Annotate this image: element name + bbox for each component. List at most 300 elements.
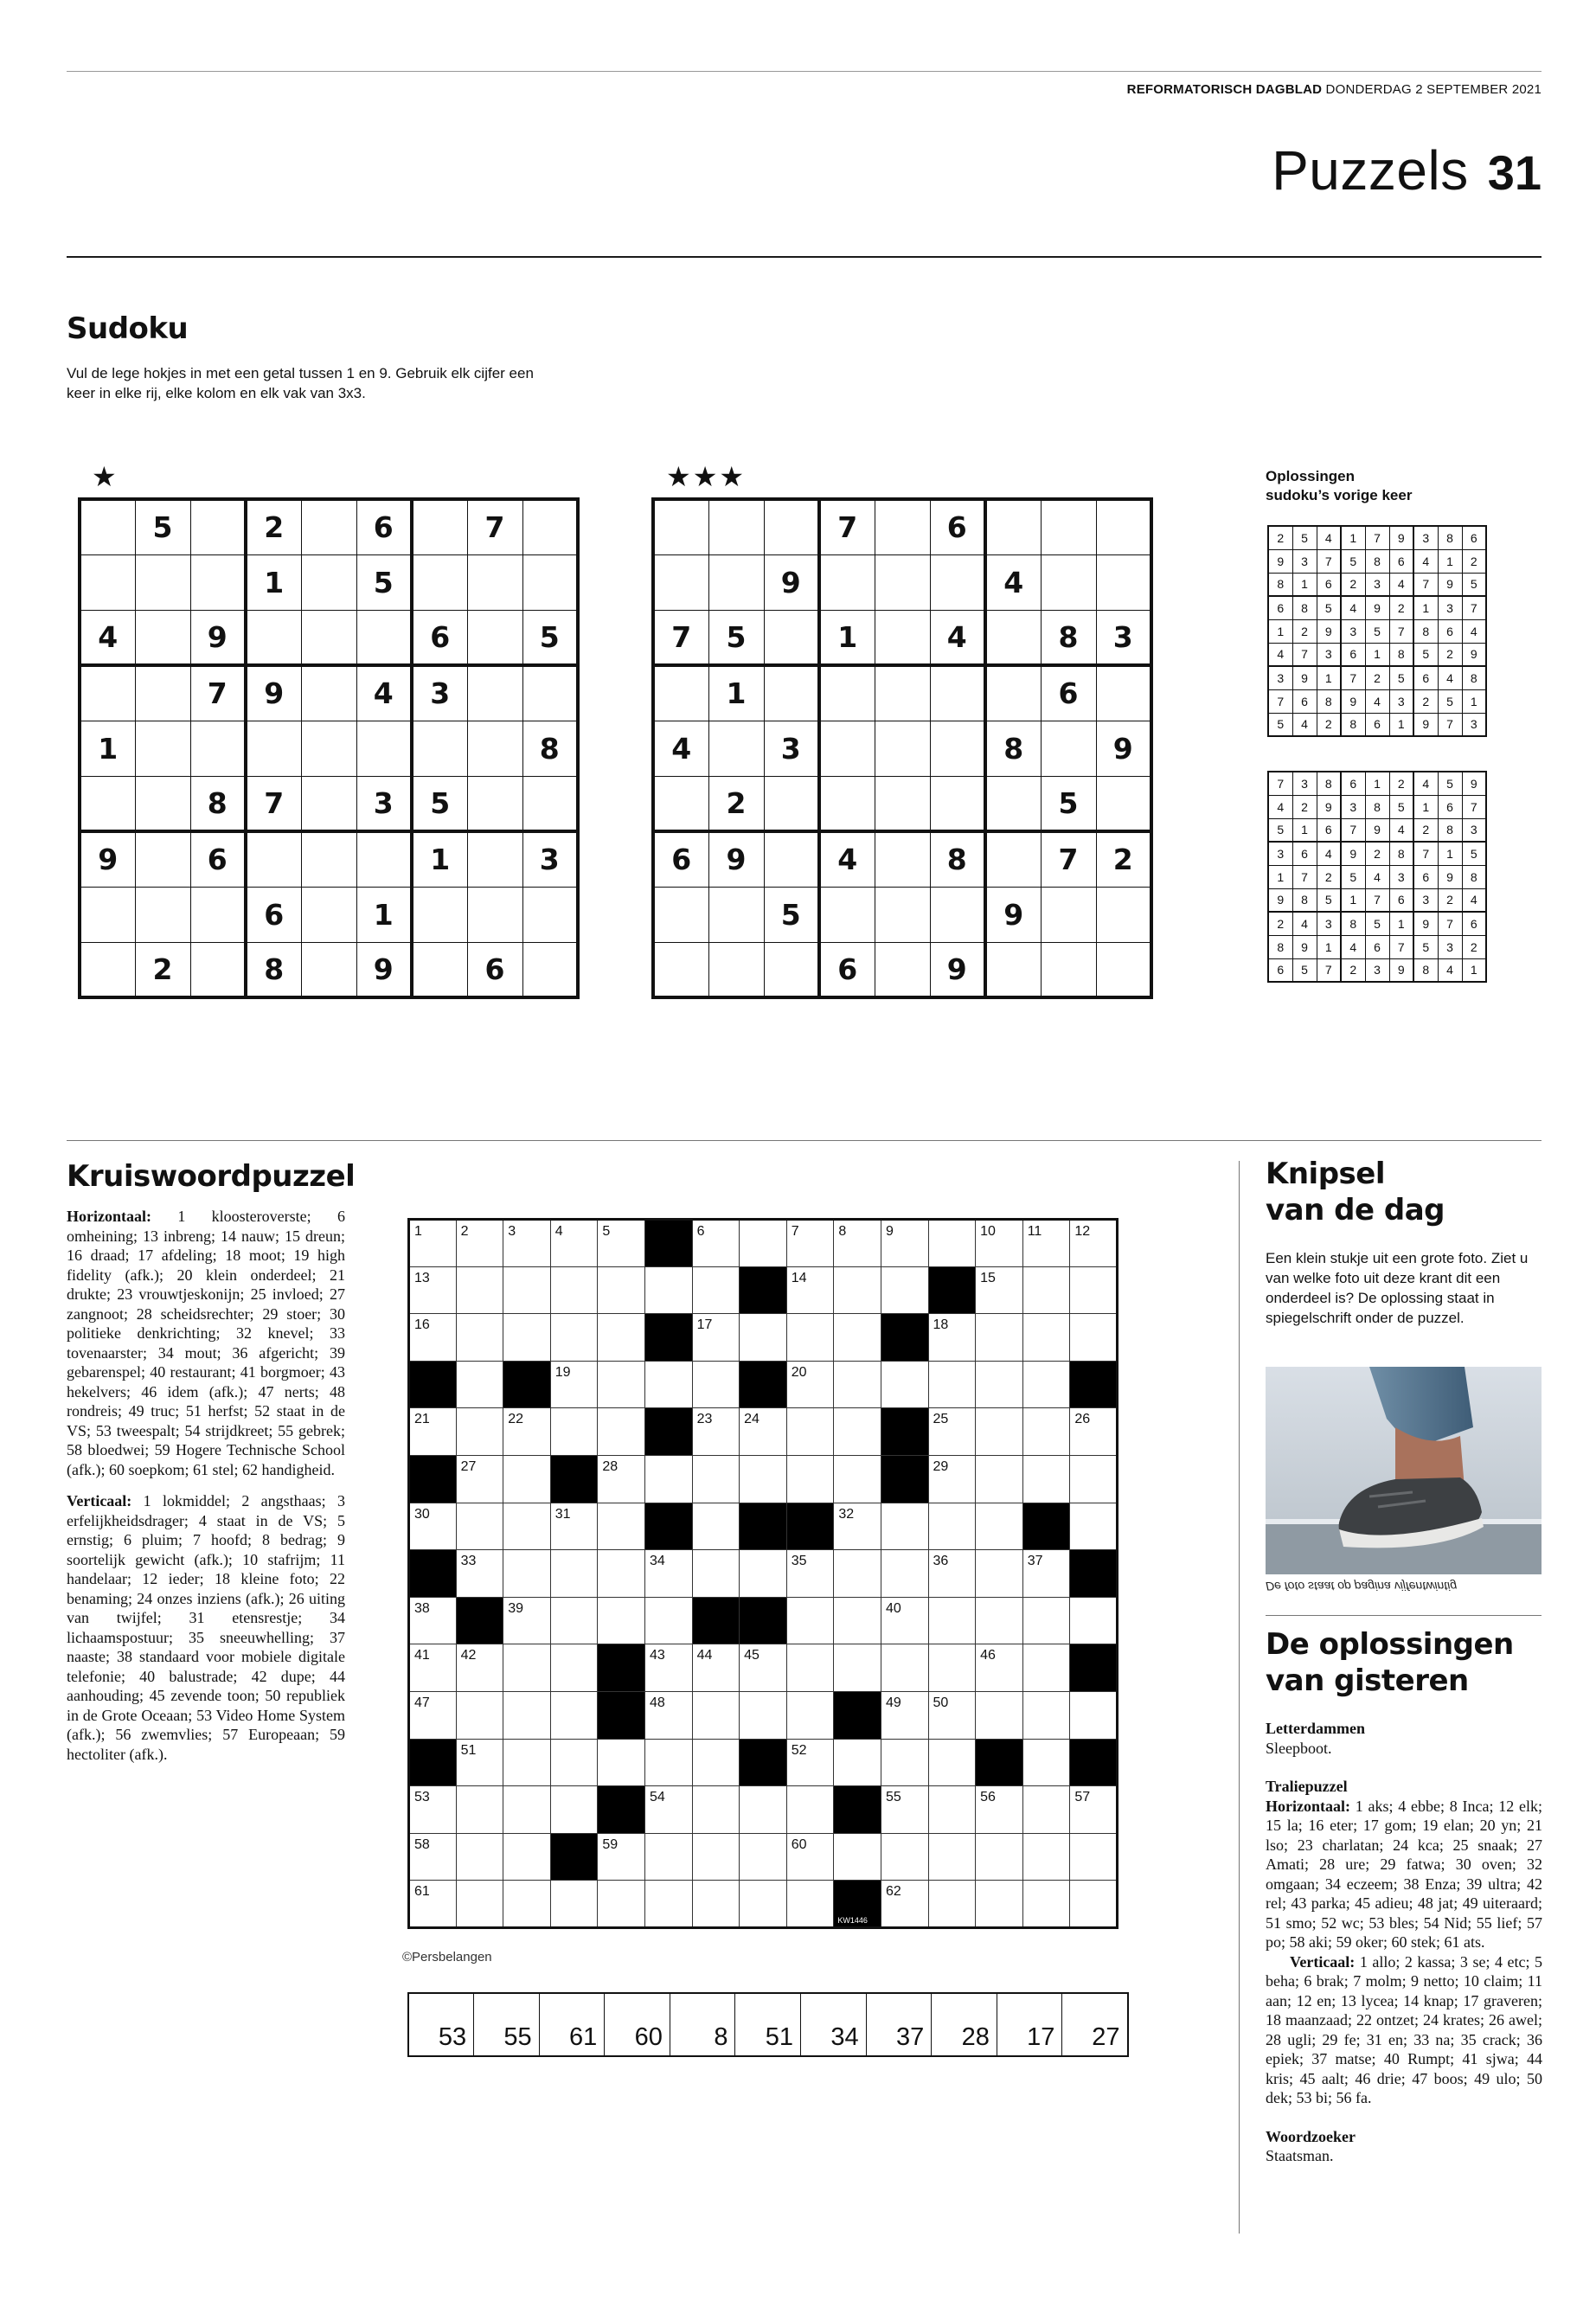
crossword-cell[interactable] [976, 1361, 1023, 1408]
crossword-cell[interactable] [692, 1361, 740, 1408]
crossword-cell[interactable] [786, 1314, 834, 1362]
sudoku-cell[interactable] [467, 554, 522, 610]
crossword-cell[interactable] [692, 1314, 740, 1362]
crossword-cell[interactable] [834, 1739, 881, 1786]
crossword-cell[interactable] [692, 1786, 740, 1834]
crossword-cell[interactable] [834, 1644, 881, 1692]
solution-key-row[interactable] [407, 1992, 1129, 2057]
sudoku-cell[interactable] [819, 665, 875, 721]
crossword-cell[interactable] [976, 1550, 1023, 1598]
sudoku-cell[interactable] [412, 887, 467, 942]
crossword-cell[interactable] [786, 1833, 834, 1881]
crossword-cell[interactable] [1022, 1644, 1070, 1692]
crossword-cell[interactable] [503, 1644, 551, 1692]
sudoku-cell[interactable] [930, 887, 985, 942]
sudoku-cell[interactable] [930, 721, 985, 776]
crossword-cell[interactable] [456, 1408, 503, 1456]
crossword-cell[interactable] [409, 1220, 457, 1267]
crossword-cell[interactable] [928, 1597, 976, 1644]
crossword-cell[interactable] [786, 1550, 834, 1598]
crossword-cell[interactable] [786, 1691, 834, 1739]
crossword-cell[interactable] [456, 1739, 503, 1786]
crossword-cell[interactable] [928, 1691, 976, 1739]
sudoku-cell[interactable] [1096, 665, 1151, 721]
crossword-cell[interactable] [456, 1503, 503, 1550]
sudoku-cell[interactable] [653, 887, 708, 942]
crossword-cell[interactable] [928, 1503, 976, 1550]
sudoku-cell[interactable] [135, 831, 190, 887]
sudoku-cell[interactable] [301, 721, 356, 776]
sudoku-cell[interactable] [412, 499, 467, 554]
crossword-cell[interactable] [1070, 1597, 1118, 1644]
crossword-cell[interactable] [644, 1786, 692, 1834]
sudoku-cell[interactable] [301, 554, 356, 610]
crossword-cell[interactable] [1070, 1833, 1118, 1881]
sudoku-cell[interactable] [135, 776, 190, 831]
sudoku-cell[interactable] [930, 776, 985, 831]
crossword-cell[interactable] [644, 1597, 692, 1644]
crossword-cell[interactable] [550, 1739, 598, 1786]
crossword-cell[interactable] [503, 1597, 551, 1644]
sudoku-cell[interactable] [1096, 776, 1151, 831]
crossword-cell[interactable] [598, 1314, 645, 1362]
sudoku-cell[interactable] [80, 499, 135, 554]
crossword-cell[interactable] [692, 1550, 740, 1598]
crossword-cell[interactable] [834, 1833, 881, 1881]
crossword-cell[interactable] [928, 1220, 976, 1267]
crossword-cell[interactable] [456, 1314, 503, 1362]
crossword-cell[interactable] [928, 1833, 976, 1881]
crossword-cell[interactable] [881, 1881, 928, 1928]
sudoku-cell[interactable] [522, 554, 578, 610]
crossword-cell[interactable] [834, 1361, 881, 1408]
crossword-cell[interactable] [1022, 1361, 1070, 1408]
crossword-cell[interactable] [644, 1266, 692, 1314]
sudoku-cell[interactable] [653, 776, 708, 831]
crossword-cell[interactable] [503, 1266, 551, 1314]
sudoku-grid-hard[interactable] [651, 497, 1153, 999]
crossword-cell[interactable] [644, 1881, 692, 1928]
crossword-cell[interactable] [456, 1361, 503, 1408]
crossword-cell[interactable] [881, 1220, 928, 1267]
sudoku-cell[interactable] [467, 610, 522, 665]
crossword-cell[interactable] [644, 1361, 692, 1408]
crossword-cell[interactable] [834, 1314, 881, 1362]
crossword-cell[interactable] [1022, 1455, 1070, 1503]
sudoku-cell[interactable] [1096, 942, 1151, 997]
sudoku-cell[interactable] [412, 721, 467, 776]
crossword-cell[interactable] [409, 1786, 457, 1834]
sudoku-cell[interactable] [764, 610, 819, 665]
crossword-cell[interactable] [976, 1597, 1023, 1644]
crossword-cell[interactable] [1022, 1220, 1070, 1267]
sudoku-cell[interactable] [819, 554, 875, 610]
crossword-cell[interactable] [740, 1644, 787, 1692]
crossword-cell[interactable] [692, 1691, 740, 1739]
sudoku-cell[interactable] [653, 554, 708, 610]
crossword-cell[interactable] [881, 1266, 928, 1314]
crossword-cell[interactable] [409, 1597, 457, 1644]
crossword-cell[interactable] [786, 1644, 834, 1692]
crossword-cell[interactable] [550, 1550, 598, 1598]
solution-key-cell[interactable]: 28 [932, 1993, 997, 2056]
sudoku-cell[interactable] [412, 942, 467, 997]
crossword-cell[interactable] [456, 1833, 503, 1881]
crossword-cell[interactable] [976, 1691, 1023, 1739]
crossword-cell[interactable] [740, 1833, 787, 1881]
sudoku-cell[interactable] [412, 554, 467, 610]
crossword-cell[interactable] [692, 1881, 740, 1928]
crossword-cell[interactable] [692, 1408, 740, 1456]
crossword-cell[interactable] [976, 1644, 1023, 1692]
crossword-cell[interactable] [409, 1408, 457, 1456]
crossword-cell[interactable] [550, 1597, 598, 1644]
crossword-cell[interactable] [550, 1881, 598, 1928]
crossword-cell[interactable] [834, 1220, 881, 1267]
crossword-cell[interactable] [503, 1314, 551, 1362]
sudoku-cell[interactable] [875, 942, 930, 997]
crossword-cell[interactable] [881, 1550, 928, 1598]
crossword-cell[interactable] [692, 1455, 740, 1503]
crossword-cell[interactable] [976, 1833, 1023, 1881]
solution-key-cell[interactable]: 53 [408, 1993, 474, 2056]
sudoku-cell[interactable] [653, 942, 708, 997]
sudoku-cell[interactable] [190, 499, 246, 554]
sudoku-cell[interactable] [522, 665, 578, 721]
crossword-cell[interactable] [692, 1739, 740, 1786]
sudoku-cell[interactable] [135, 610, 190, 665]
sudoku-cell[interactable] [80, 887, 135, 942]
crossword-cell[interactable] [598, 1833, 645, 1881]
crossword-cell[interactable] [598, 1266, 645, 1314]
sudoku-cell[interactable] [875, 887, 930, 942]
crossword-cell[interactable] [456, 1550, 503, 1598]
crossword-cell[interactable] [1022, 1739, 1070, 1786]
sudoku-cell[interactable] [708, 554, 764, 610]
crossword-cell[interactable] [550, 1220, 598, 1267]
crossword-cell[interactable] [503, 1455, 551, 1503]
sudoku-cell[interactable] [819, 887, 875, 942]
crossword-cell[interactable] [1070, 1881, 1118, 1928]
sudoku-cell[interactable] [1096, 554, 1151, 610]
sudoku-cell[interactable] [246, 610, 301, 665]
crossword-cell[interactable] [1070, 1455, 1118, 1503]
sudoku-cell[interactable] [356, 831, 412, 887]
sudoku-cell[interactable] [875, 499, 930, 554]
crossword-cell[interactable] [503, 1691, 551, 1739]
crossword-cell[interactable] [834, 1597, 881, 1644]
sudoku-cell[interactable] [764, 776, 819, 831]
sudoku-cell[interactable] [80, 665, 135, 721]
crossword-cell[interactable] [740, 1881, 787, 1928]
solution-key-cell[interactable]: 8 [670, 1993, 735, 2056]
crossword-cell[interactable] [644, 1550, 692, 1598]
crossword-cell[interactable] [928, 1786, 976, 1834]
crossword-cell[interactable] [740, 1455, 787, 1503]
sudoku-cell[interactable] [190, 887, 246, 942]
sudoku-cell[interactable] [467, 887, 522, 942]
sudoku-cell[interactable] [356, 721, 412, 776]
crossword-cell[interactable] [976, 1314, 1023, 1362]
crossword-cell[interactable] [834, 1503, 881, 1550]
crossword-cell[interactable] [834, 1266, 881, 1314]
sudoku-cell[interactable] [135, 665, 190, 721]
crossword-cell[interactable] [928, 1408, 976, 1456]
crossword-cell[interactable] [740, 1408, 787, 1456]
sudoku-cell[interactable] [653, 665, 708, 721]
sudoku-cell[interactable] [930, 554, 985, 610]
crossword-cell[interactable] [550, 1408, 598, 1456]
sudoku-cell[interactable] [80, 776, 135, 831]
sudoku-cell[interactable] [708, 887, 764, 942]
sudoku-cell[interactable] [875, 665, 930, 721]
crossword-cell[interactable] [786, 1266, 834, 1314]
crossword-cell[interactable] [1022, 1597, 1070, 1644]
crossword-cell[interactable] [928, 1644, 976, 1692]
sudoku-cell[interactable] [708, 499, 764, 554]
crossword-cell[interactable] [740, 1786, 787, 1834]
crossword-cell[interactable] [786, 1881, 834, 1928]
sudoku-cell[interactable] [301, 610, 356, 665]
sudoku-cell[interactable] [356, 610, 412, 665]
crossword-cell[interactable] [550, 1644, 598, 1692]
sudoku-cell[interactable] [301, 887, 356, 942]
crossword-cell[interactable] [456, 1644, 503, 1692]
crossword-cell[interactable] [1022, 1881, 1070, 1928]
sudoku-cell[interactable] [467, 776, 522, 831]
solution-key-cell[interactable]: 60 [605, 1993, 670, 2056]
crossword-cell[interactable] [503, 1503, 551, 1550]
sudoku-cell[interactable] [246, 831, 301, 887]
crossword-cell[interactable] [550, 1691, 598, 1739]
crossword-cell[interactable] [692, 1266, 740, 1314]
crossword-cell[interactable] [409, 1644, 457, 1692]
crossword-cell[interactable] [834, 1550, 881, 1598]
crossword-cell[interactable] [598, 1408, 645, 1456]
crossword-cell[interactable] [409, 1881, 457, 1928]
sudoku-cell[interactable] [764, 665, 819, 721]
sudoku-cell[interactable] [764, 942, 819, 997]
crossword-cell[interactable] [456, 1691, 503, 1739]
sudoku-cell[interactable] [135, 721, 190, 776]
crossword-cell[interactable] [928, 1361, 976, 1408]
sudoku-cell[interactable] [653, 499, 708, 554]
crossword-cell[interactable] [881, 1503, 928, 1550]
crossword-cell[interactable] [786, 1408, 834, 1456]
sudoku-cell[interactable] [522, 942, 578, 997]
crossword-cell[interactable] [456, 1881, 503, 1928]
crossword-cell[interactable] [503, 1408, 551, 1456]
crossword-cell[interactable] [550, 1266, 598, 1314]
crossword-cell[interactable] [928, 1550, 976, 1598]
sudoku-cell[interactable] [467, 665, 522, 721]
crossword-cell[interactable] [976, 1408, 1023, 1456]
sudoku-cell[interactable] [190, 554, 246, 610]
crossword-cell[interactable] [598, 1361, 645, 1408]
crossword-cell[interactable] [786, 1786, 834, 1834]
crossword-cell[interactable] [976, 1455, 1023, 1503]
sudoku-grid-easy[interactable] [78, 497, 580, 999]
sudoku-cell[interactable] [246, 721, 301, 776]
sudoku-cell[interactable] [930, 665, 985, 721]
crossword-cell[interactable] [786, 1739, 834, 1786]
sudoku-cell[interactable] [135, 554, 190, 610]
crossword-cell[interactable] [1022, 1314, 1070, 1362]
solution-key-cell[interactable]: 17 [997, 1993, 1062, 2056]
crossword-cell[interactable] [976, 1266, 1023, 1314]
crossword-cell[interactable] [1070, 1314, 1118, 1362]
crossword-cell[interactable] [409, 1833, 457, 1881]
sudoku-cell[interactable] [301, 776, 356, 831]
sudoku-cell[interactable] [985, 610, 1041, 665]
sudoku-cell[interactable] [135, 887, 190, 942]
crossword-cell[interactable] [692, 1833, 740, 1881]
crossword-cell[interactable] [1022, 1691, 1070, 1739]
crossword-cell[interactable] [692, 1220, 740, 1267]
sudoku-cell[interactable] [1041, 721, 1096, 776]
crossword-cell[interactable] [598, 1455, 645, 1503]
solution-key-cell[interactable]: 51 [735, 1993, 801, 2056]
sudoku-cell[interactable] [764, 499, 819, 554]
crossword-cell[interactable] [740, 1220, 787, 1267]
sudoku-cell[interactable] [190, 721, 246, 776]
crossword-cell[interactable] [740, 1550, 787, 1598]
crossword-cell[interactable] [456, 1266, 503, 1314]
crossword-cell[interactable] [503, 1881, 551, 1928]
crossword-cell[interactable] [881, 1597, 928, 1644]
crossword-cell[interactable] [503, 1220, 551, 1267]
sudoku-cell[interactable] [985, 831, 1041, 887]
crossword-cell[interactable] [1022, 1550, 1070, 1598]
crossword-cell[interactable] [598, 1550, 645, 1598]
crossword-cell[interactable] [644, 1691, 692, 1739]
crossword-cell[interactable] [834, 1408, 881, 1456]
sudoku-cell[interactable] [1096, 887, 1151, 942]
sudoku-cell[interactable] [875, 610, 930, 665]
crossword-cell[interactable] [692, 1644, 740, 1692]
sudoku-cell[interactable] [875, 721, 930, 776]
crossword-cell[interactable] [1070, 1786, 1118, 1834]
crossword-cell[interactable] [1022, 1266, 1070, 1314]
sudoku-cell[interactable] [1041, 554, 1096, 610]
solution-key-cell[interactable]: 34 [801, 1993, 867, 2056]
crossword-cell[interactable] [1070, 1503, 1118, 1550]
crossword-cell[interactable] [786, 1597, 834, 1644]
crossword-cell[interactable] [1022, 1408, 1070, 1456]
crossword-cell[interactable] [456, 1455, 503, 1503]
solution-key-cell[interactable]: 61 [539, 1993, 605, 2056]
crossword-cell[interactable] [976, 1503, 1023, 1550]
crossword-cell[interactable] [976, 1220, 1023, 1267]
crossword-cell[interactable] [881, 1739, 928, 1786]
crossword-cell[interactable] [409, 1691, 457, 1739]
sudoku-cell[interactable] [764, 831, 819, 887]
crossword-cell[interactable] [503, 1550, 551, 1598]
crossword-cell[interactable] [1070, 1220, 1118, 1267]
crossword-cell[interactable] [976, 1786, 1023, 1834]
crossword-cell[interactable] [598, 1739, 645, 1786]
crossword-cell[interactable] [1022, 1786, 1070, 1834]
crossword-cell[interactable] [1070, 1266, 1118, 1314]
crossword-cell[interactable] [503, 1786, 551, 1834]
crossword-cell[interactable] [928, 1314, 976, 1362]
crossword-cell[interactable] [881, 1691, 928, 1739]
sudoku-cell[interactable] [522, 776, 578, 831]
sudoku-cell[interactable] [875, 776, 930, 831]
sudoku-cell[interactable] [985, 665, 1041, 721]
sudoku-cell[interactable] [875, 554, 930, 610]
crossword-cell[interactable] [644, 1455, 692, 1503]
solution-key-cell[interactable]: 27 [1062, 1993, 1128, 2056]
crossword-cell[interactable] [928, 1455, 976, 1503]
crossword-cell[interactable] [881, 1833, 928, 1881]
crossword-cell[interactable] [1070, 1408, 1118, 1456]
sudoku-cell[interactable] [985, 776, 1041, 831]
crossword-cell[interactable] [1070, 1691, 1118, 1739]
crossword-grid[interactable] [407, 1218, 1118, 1929]
crossword-cell[interactable] [550, 1314, 598, 1362]
sudoku-cell[interactable] [467, 721, 522, 776]
sudoku-cell[interactable] [301, 499, 356, 554]
sudoku-cell[interactable] [190, 942, 246, 997]
sudoku-cell[interactable] [80, 942, 135, 997]
crossword-cell[interactable] [503, 1833, 551, 1881]
sudoku-cell[interactable] [875, 831, 930, 887]
crossword-cell[interactable] [409, 1314, 457, 1362]
crossword-cell[interactable] [881, 1361, 928, 1408]
crossword-cell[interactable] [786, 1220, 834, 1267]
crossword-cell[interactable] [644, 1644, 692, 1692]
crossword-cell[interactable] [834, 1455, 881, 1503]
sudoku-cell[interactable] [819, 721, 875, 776]
crossword-cell[interactable] [786, 1361, 834, 1408]
sudoku-cell[interactable] [301, 942, 356, 997]
crossword-cell[interactable] [740, 1691, 787, 1739]
crossword-cell[interactable] [786, 1455, 834, 1503]
crossword-cell[interactable] [550, 1361, 598, 1408]
sudoku-cell[interactable] [522, 887, 578, 942]
crossword-cell[interactable] [550, 1786, 598, 1834]
crossword-cell[interactable] [409, 1266, 457, 1314]
crossword-cell[interactable] [598, 1503, 645, 1550]
sudoku-cell[interactable] [522, 499, 578, 554]
sudoku-cell[interactable] [80, 554, 135, 610]
sudoku-cell[interactable] [1096, 499, 1151, 554]
crossword-cell[interactable] [409, 1503, 457, 1550]
crossword-cell[interactable] [692, 1503, 740, 1550]
crossword-cell[interactable] [976, 1881, 1023, 1928]
crossword-cell[interactable] [456, 1220, 503, 1267]
sudoku-cell[interactable] [708, 942, 764, 997]
crossword-cell[interactable] [1022, 1833, 1070, 1881]
crossword-cell[interactable] [598, 1597, 645, 1644]
solution-key-cell[interactable]: 37 [866, 1993, 932, 2056]
sudoku-cell[interactable] [985, 942, 1041, 997]
solution-key-cell[interactable]: 55 [474, 1993, 540, 2056]
crossword-cell[interactable] [928, 1739, 976, 1786]
crossword-cell[interactable] [550, 1503, 598, 1550]
sudoku-cell[interactable] [1041, 942, 1096, 997]
sudoku-cell[interactable] [1041, 499, 1096, 554]
crossword-cell[interactable] [740, 1314, 787, 1362]
sudoku-cell[interactable] [467, 831, 522, 887]
crossword-cell[interactable] [644, 1833, 692, 1881]
sudoku-cell[interactable] [985, 499, 1041, 554]
crossword-cell[interactable] [503, 1739, 551, 1786]
crossword-cell[interactable] [644, 1739, 692, 1786]
sudoku-cell[interactable] [819, 776, 875, 831]
crossword-cell[interactable] [881, 1786, 928, 1834]
